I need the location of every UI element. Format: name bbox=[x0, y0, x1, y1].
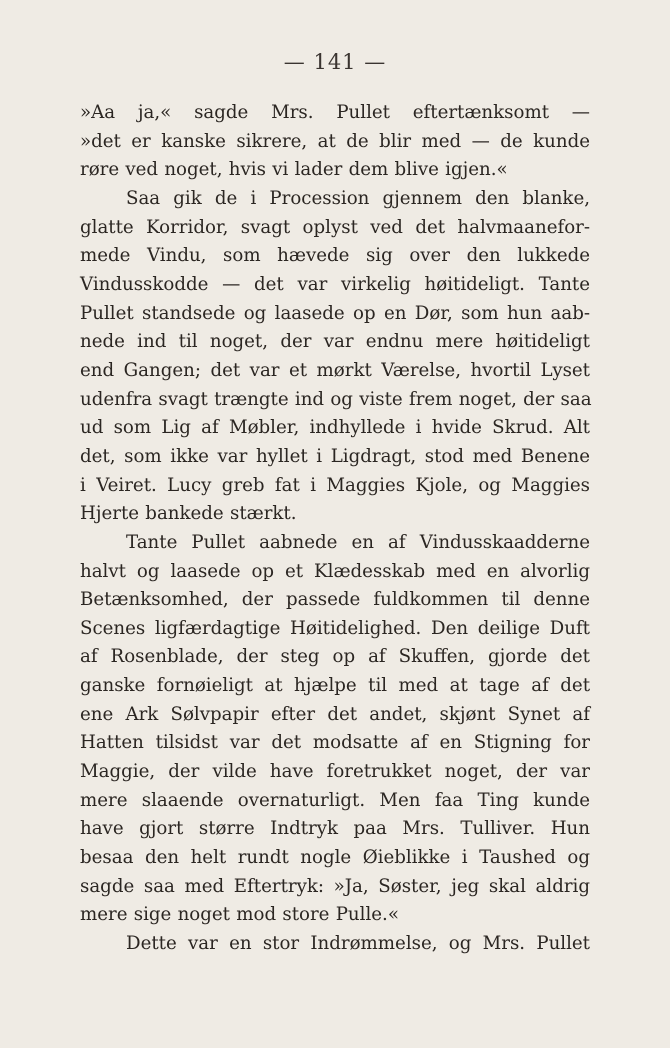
text-line: Vindusskodde — det var virkelig høitideligt. Tante bbox=[80, 273, 590, 295]
text-line: nede ind til noget, der var endnu mere høitideligt bbox=[80, 331, 590, 353]
text-line: det, som ikke var hyllet i Ligdragt, stod med Benene bbox=[80, 445, 590, 467]
text-line: ud som Lig af Møbler, indhyllede i hvide Skrud. Alt bbox=[80, 417, 590, 439]
text-line: »Aa ja,« sagde Mrs. Pullet eftertænksomt — bbox=[80, 102, 590, 123]
text-line: røre ved noget, hvis vi lader dem blive igjen.« bbox=[80, 159, 508, 181]
text-line: i Veiret. Lucy greb fat i Maggies Kjole, og Maggies bbox=[80, 474, 590, 496]
text-line: Pullet standsede og laasede op en Dør, som hun aab- bbox=[80, 302, 590, 324]
text-line: ene Ark Sølvpapir efter det andet, skjønt Synet af bbox=[80, 703, 590, 725]
text-line: have gjort større Indtryk paa Mrs. Tulliver. Hun bbox=[80, 818, 590, 840]
text-line: »det er kanske sikrere, at de blir med — de kunde bbox=[80, 130, 590, 152]
text-line: halvt og laasede op et Klædesskab med en alvorlig bbox=[80, 560, 590, 582]
text-line: sagde saa med Eftertryk: »Ja, Søster, jeg skal aldrig bbox=[80, 875, 590, 897]
text-line: mede Vindu, som hævede sig over den lukkede bbox=[80, 245, 590, 267]
text-line: Maggie, der vilde have foretrukket noget, der var bbox=[80, 761, 590, 783]
text-line: Scenes ligfærdagtige Høitidelighed. Den deilige Duft bbox=[80, 617, 590, 639]
text-line: ganske fornøieligt at hjælpe til med at tage af det bbox=[80, 675, 590, 697]
body-text bbox=[80, 99, 590, 959]
text-line: af Rosenblade, der steg op af Skuffen, gjorde det bbox=[80, 646, 590, 668]
text-line: glatte Korridor, svagt oplyst ved det halvmaanefor- bbox=[80, 216, 590, 238]
text-line: Dette var en stor Indrømmelse, og Mrs. Pullet bbox=[126, 933, 590, 955]
text-line: end Gangen; det var et mørkt Værelse, hvortil Lyset bbox=[80, 359, 590, 381]
text-line: mere slaaende overnaturligt. Men faa Ting kunde bbox=[80, 789, 590, 811]
text-line: besaa den helt rundt nogle Øieblikke i Taushed og bbox=[80, 847, 590, 869]
text-line: Saa gik de i Procession gjennem den blanke, bbox=[126, 187, 590, 209]
text-line: Tante Pullet aabnede en af Vindusskaadderne bbox=[126, 531, 590, 553]
text-line: Hatten tilsidst var det modsatte af en Stigning for bbox=[80, 732, 590, 754]
page-number: — 141 — bbox=[283, 50, 387, 74]
text-line: Hjerte bankede stærkt. bbox=[80, 503, 297, 525]
text-line: Betænksomhed, der passede fuldkommen til denne bbox=[80, 589, 590, 611]
text-line: mere sige noget mod store Pulle.« bbox=[80, 904, 399, 926]
text-line: udenfra svagt trængte ind og viste frem noget, der saa bbox=[80, 388, 592, 410]
